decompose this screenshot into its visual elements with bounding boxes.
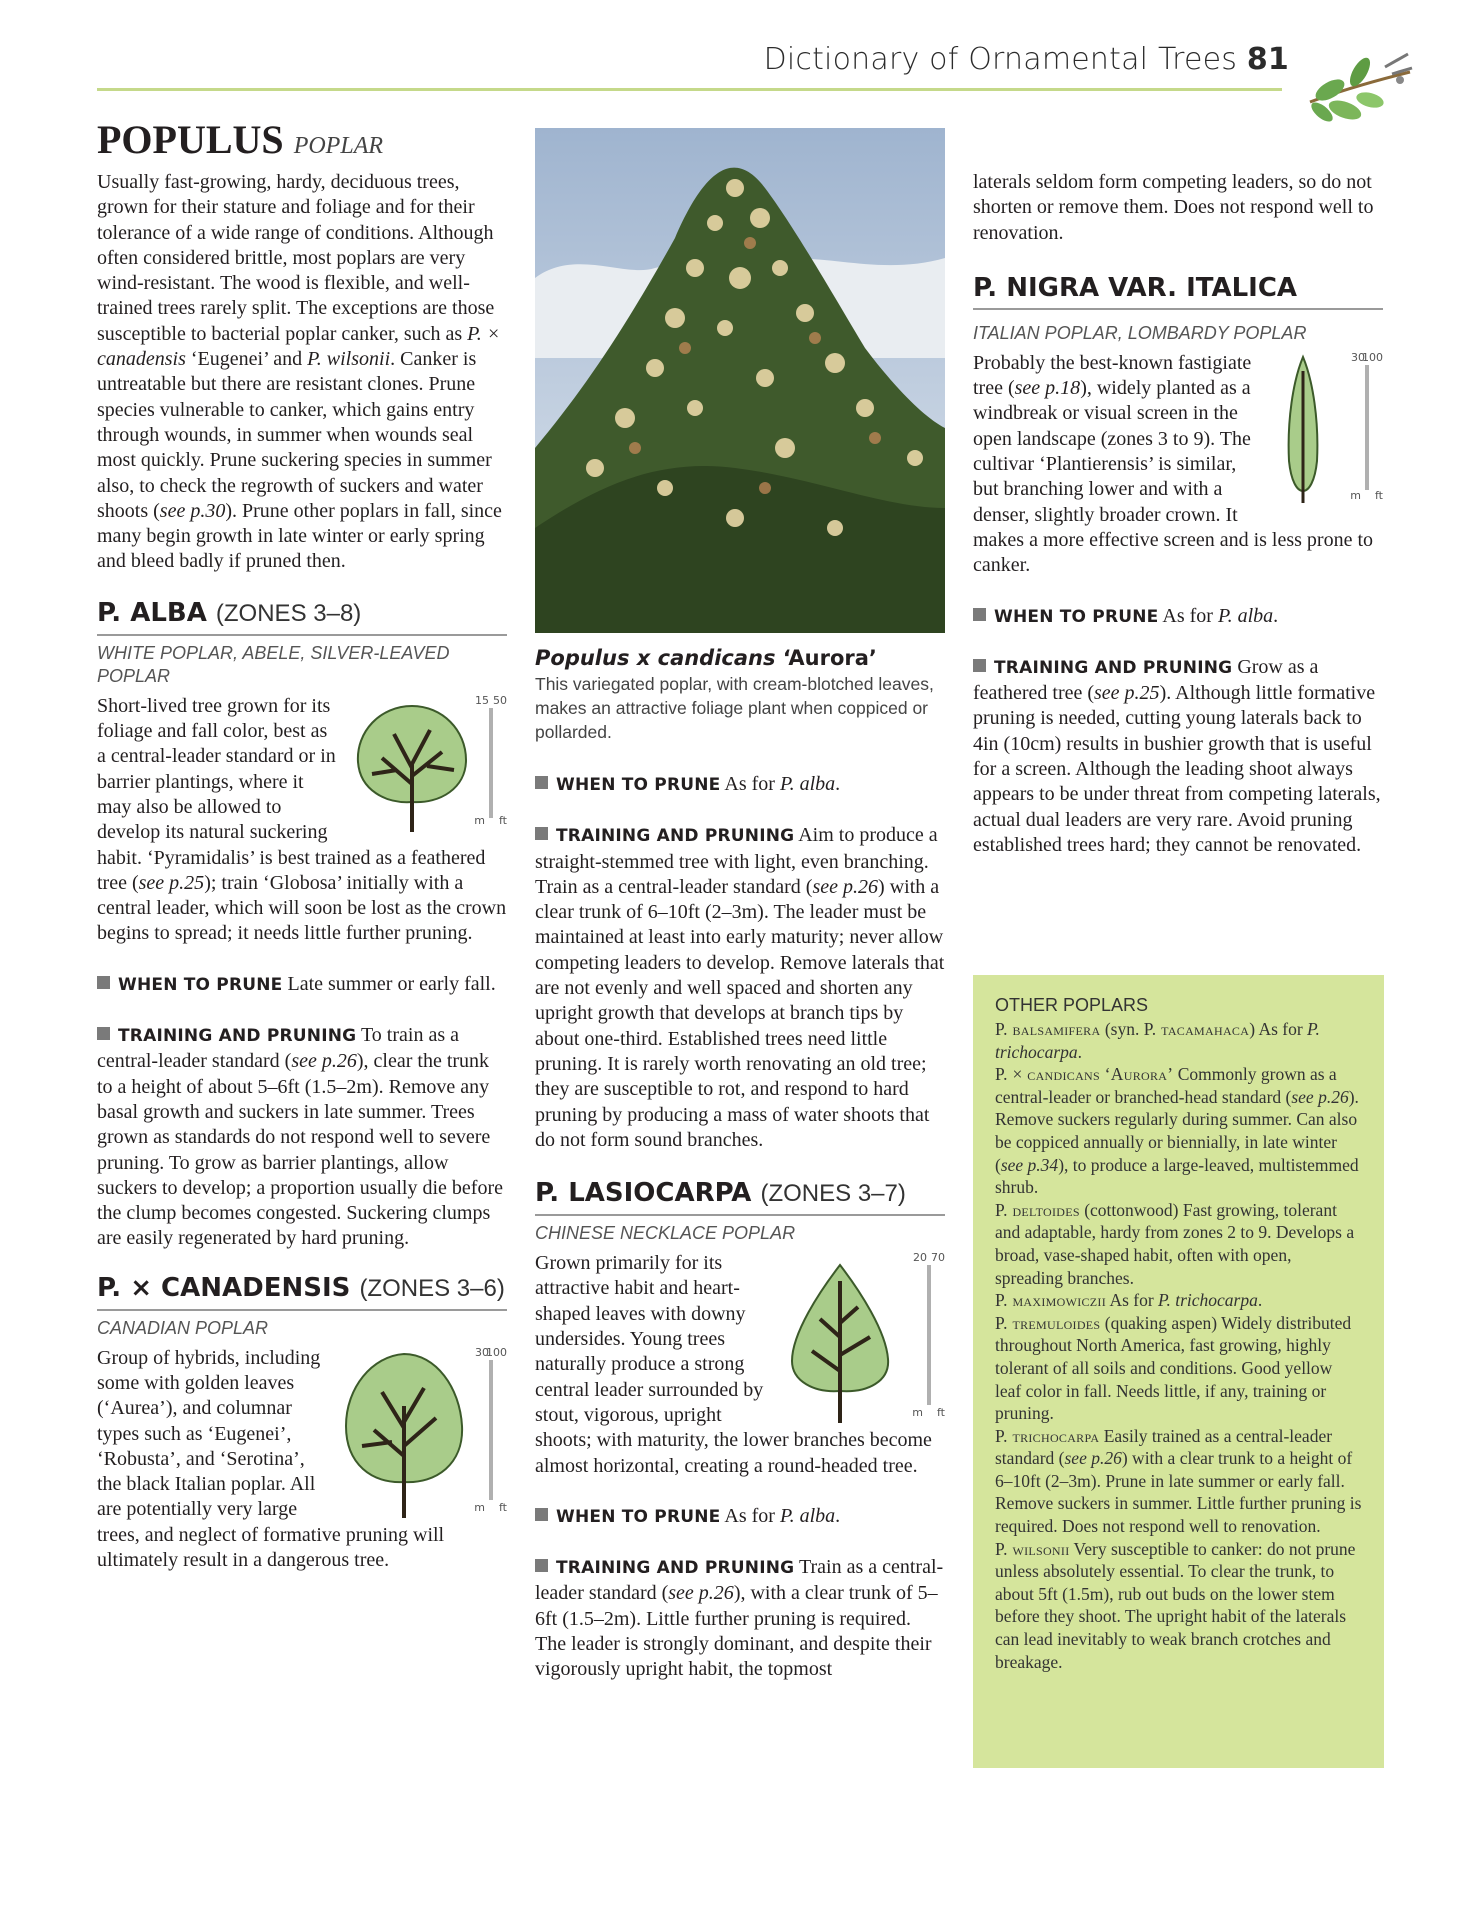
- columnar-tree-icon: [1263, 351, 1343, 506]
- lasiocarpa-name: P. LASIOCARPA: [535, 1178, 752, 1209]
- bullet-square-icon: [97, 1027, 110, 1040]
- canadensis-heading: [97, 1272, 507, 1311]
- other-poplars-title: OTHER POPLARS: [995, 995, 1149, 1015]
- lasiocarpa-scale-ft-value: 70: [931, 1251, 945, 1265]
- alba-common-names: WHITE POPLAR, ABELE, SILVER-LEAVED POPLAR: [97, 642, 450, 686]
- bullet-square-icon: [973, 608, 986, 621]
- bullet-square-icon: [535, 1508, 548, 1521]
- caption-cultivar: ‘Aurora’: [782, 646, 877, 670]
- lasiocarpa-training-text: Train as a central-leader standard (see p.26), with a clear trunk of 5–6ft (1.5–2m). Little further pruning is required. The leader is strongly dominant, and despite their vigorously upright habit, the topmost: [535, 1556, 944, 1681]
- alba-description-block: [97, 694, 507, 947]
- lasiocarpa-scale-m-unit: m: [912, 1406, 923, 1420]
- when-to-prune-label: WHEN TO PRUNE: [556, 1506, 721, 1527]
- column-1: [97, 118, 507, 1573]
- nigra-scale-ft-value: 100: [1362, 350, 1383, 364]
- training-label: TRAINING AND PRUNING: [556, 826, 795, 847]
- canadensis-zones: (ZONES 3–6): [359, 1274, 505, 1302]
- other-poplar-item: P. tremuloides (quaking aspen) Widely distributed throughout North America, fast growing, highly tolerant of all soils and conditions. Good yellow leaf color in fall. Needs little, if any, training or pruning.: [995, 1312, 1352, 1424]
- lasiocarpa-continued: laterals seldom form competing leaders, so do not shorten or remove them. Does not respond well to renovation.: [973, 171, 1374, 244]
- nigra-scale-m-unit: m: [1350, 488, 1361, 502]
- candicans-when-to-prune: [535, 772, 945, 798]
- nigra-tree-illustration: [1263, 351, 1383, 506]
- candicans-when-text: As for P. alba.: [724, 773, 841, 795]
- photo-caption: This variegated poplar, with cream-blotched leaves, makes an attractive foliage plant when coppiced or pollarded.: [535, 674, 934, 742]
- canadensis-scale-m-value: 30: [475, 1345, 489, 1359]
- genus-common-name: POPLAR: [293, 133, 384, 159]
- lasiocarpa-when-to-prune: [535, 1504, 945, 1530]
- canadensis-scale-ft-value: 100: [486, 1345, 507, 1359]
- alba-scale-m-unit: m: [474, 813, 485, 827]
- column-3: [973, 170, 1383, 858]
- column-2: [535, 128, 945, 1683]
- genus-intro: Usually fast-growing, hardy, deciduous trees, grown for their stature and foliage and for their tolerance of a wide range of conditions. Although often considered brittle, most poplars are very wind-resistant. The wood is flexible, and well-trained trees rarely split. The exceptions are those susceptible to bacterial poplar canker, such as P. × canadensis ‘Eugenei’ and P. wilsonii. Canker is untreatable but there are resistant clones. Prune species vulnerable to canker, which gains entry through wounds, in summer when wounds seal most quickly. Prune suckering species in summer also, to check the regrowth of suckers and water shoots (see p.30). Prune other poplars in fall, since many begin growth in late winter or early spring and bleed badly if pruned then.: [97, 171, 502, 573]
- lasiocarpa-when-text: As for P. alba.: [724, 1504, 841, 1527]
- alba-zones: (ZONES 3–8): [215, 599, 362, 627]
- bullet-square-icon: [535, 776, 548, 789]
- nigra-scale-m-value: 30: [1351, 350, 1365, 364]
- candicans-training-text: Aim to produce a straight-stemmed tree with light, even branching. Train as a central-leader standard (see p.26) with a clear trunk of 6–10ft (2–3m). The leader must be maintained at least into early maturity; never allow competing leaders to develop. Remove laterals that are not evenly and well spaced and shorten any upright growth that develops at branch tips by about one-third. Established trees need little pruning. It is rarely worth renovating an old tree; they are susceptible to rot, and respond to hard pruning by producing a mass of water shoots that do not form sound branches.: [535, 824, 945, 1151]
- nigra-when-to-prune: [973, 604, 1383, 630]
- other-poplar-item: P. maximowiczii As for P. trichocarpa.: [995, 1290, 1263, 1311]
- canadensis-description-block: [97, 1346, 507, 1574]
- genus-name: POPULUS: [97, 117, 284, 162]
- other-poplar-item: P. × candicans ‘Aurora’ Commonly grown as a central-leader or branched-head standard (see p.26). Remove suckers regularly during summer. Can also be coppiced annually or biennially, in late winter (see p.34), to produce a large-leaved, multistemmed shrub.: [995, 1064, 1359, 1198]
- training-label: TRAINING AND PRUNING: [118, 1026, 357, 1047]
- other-poplars-box: [973, 975, 1384, 1768]
- canadensis-tree-illustration: [332, 1346, 507, 1521]
- training-label: TRAINING AND PRUNING: [556, 1558, 795, 1579]
- when-to-prune-label: WHEN TO PRUNE: [556, 775, 721, 795]
- training-label: TRAINING AND PRUNING: [994, 657, 1233, 678]
- lasiocarpa-scale-ft-unit: ft: [937, 1406, 945, 1420]
- canadensis-scale-ft-unit: ft: [499, 1500, 507, 1514]
- canadensis-common-names: CANADIAN POPLAR: [97, 1317, 269, 1338]
- alba-when-to-prune: [97, 972, 507, 998]
- bullet-square-icon: [535, 827, 548, 840]
- broadleaf-tree-icon: [342, 694, 482, 834]
- lasiocarpa-description-block: [535, 1251, 945, 1479]
- leaf-sprig-icon: [1300, 32, 1418, 132]
- photo-caption-title: [535, 645, 945, 672]
- lasiocarpa-training: [535, 1555, 945, 1682]
- nigra-scale-bar: [1365, 365, 1369, 490]
- bullet-square-icon: [97, 976, 110, 989]
- nigra-name: P. NIGRA VAR. ITALICA: [973, 272, 1298, 303]
- lasiocarpa-heading: [535, 1177, 945, 1216]
- conical-tree-icon: [770, 1251, 910, 1426]
- nigra-description: Probably the best-known fastigiate tree (see p.18), widely planted as a windbreak or visual screen in the open landscape (zones 3 to 9). The cultivar ‘Plantierensis’ is similar, but branching lower and with a denser, slightly broader crown. It makes a more effective screen and is less prone to canker.: [973, 351, 1374, 577]
- canadensis-name: P. × CANADENSIS: [97, 1272, 351, 1303]
- nigra-description-block: [973, 351, 1383, 579]
- alba-scale-bar: [489, 708, 493, 818]
- lasiocarpa-tree-illustration: [770, 1251, 945, 1426]
- header-title: Dictionary of Ornamental Trees: [763, 42, 1238, 77]
- nigra-common-names: ITALIAN POPLAR, LOMBARDY POPLAR: [973, 322, 1307, 343]
- alba-tree-illustration: [342, 694, 507, 834]
- lasiocarpa-common-names: CHINESE NECKLACE POPLAR: [535, 1223, 796, 1244]
- lasiocarpa-description: Grown primarily for its attractive habit and heart-shaped leaves with downy undersides. Young trees naturally produce a strong central leader surrounded by stout, vigorous, upright shoots; with maturity, the lower branches become almost horizontal, creating a round-headed tree.: [535, 1252, 932, 1477]
- when-to-prune-label: WHEN TO PRUNE: [994, 606, 1159, 627]
- canadensis-description: Group of hybrids, including some with golden leaves (‘Aurea’), and columnar types such as ‘Eugenei’, ‘Robusta’, and ‘Serotina’, the black Italian poplar. All are potentially very large trees, and neglect of formative pruning will ultimately result in a dangerous tree.: [97, 1346, 445, 1572]
- nigra-training-text: Grow as a feathered tree (see p.25). Although little formative pruning is needed, cutting young laterals back to 4in (10cm) results in bushier growth that is useful for a screen. Although the leading shoot always appears to be under threat from competing laterals, actual dual leaders are very rare. Avoid pruning established trees hard; they cannot be renovated.: [973, 655, 1381, 856]
- other-poplar-item: P. balsamifera (syn. P. tacamahaca) As for P. trichocarpa.: [995, 1019, 1320, 1062]
- bullet-square-icon: [535, 1559, 548, 1572]
- alba-description: Short-lived tree grown for its foliage and fall color, best as a central-leader standard or in barrier plantings, where it may also be allowed to develop its natural suckering habit. ‘Pyramidalis’ is best trained as a feathered tree (see p.25); train ‘Globosa’ initially with a central leader, which will soon be lost as the crown begins to spread; it needs little further pruning.: [97, 694, 507, 945]
- poplar-photo: [535, 128, 945, 633]
- canadensis-scale-m-unit: m: [474, 1500, 485, 1514]
- broadleaf-tree-icon: [332, 1346, 477, 1521]
- running-header: [764, 42, 1289, 77]
- page-number: 81: [1246, 42, 1289, 77]
- alba-heading: [97, 597, 507, 636]
- other-poplar-item: P. trichocarpa Easily trained as a central-leader standard (see p.26) with a clear trunk to a height of 6–10ft (2–3m). Prune in late summer or early fall. Remove suckers in summer. Little further pruning is required. Does not respond well to renovation.: [995, 1425, 1362, 1537]
- bullet-square-icon: [973, 659, 986, 672]
- nigra-scale-ft-unit: ft: [1375, 488, 1383, 502]
- alba-when-text: Late summer or early fall.: [287, 972, 496, 995]
- other-poplar-item: P. deltoides (cottonwood) Fast growing, tolerant and adaptable, hardy from zones 2 to 9. Develops a broad, vase-shaped habit, often with open, spreading branches.: [995, 1199, 1355, 1288]
- alba-name: P. ALBA: [97, 597, 207, 628]
- when-to-prune-label: WHEN TO PRUNE: [118, 974, 283, 995]
- lasiocarpa-zones: (ZONES 3–7): [760, 1180, 906, 1208]
- alba-scale-ft-unit: ft: [499, 813, 507, 827]
- alba-scale-m-value: 15: [475, 693, 489, 707]
- lasiocarpa-scale-bar: [927, 1265, 931, 1405]
- alba-training-text: To train as a central-leader standard (see p.26), clear the trunk to a height of about 5–6ft (1.5–2m). Remove any basal growth and suckers in late summer. Trees grown as standards do not respond well to severe pruning. To grow as barrier plantings, allow suckers to develop; a proportion usually die before the clump becomes congested. Suckering clumps are easily regenerated by hard pruning.: [97, 1024, 503, 1250]
- nigra-training: [973, 655, 1383, 858]
- nigra-when-text: As for P. alba.: [1162, 604, 1279, 627]
- other-poplar-item: P. wilsonii Very susceptible to canker: do not prune unless absolutely essential. To clear the trunk, to about 5ft (1.5m), rub out buds on the lower stem before they shoot. The upright habit of the laterals can lead inevitably to weak branch crotches and breakage.: [995, 1538, 1356, 1672]
- header-rule: [97, 88, 1282, 91]
- candicans-training: [535, 823, 945, 1153]
- caption-species: Populus x candicans: [535, 646, 776, 670]
- genus-heading: [97, 118, 507, 168]
- canadensis-scale-bar: [489, 1360, 493, 1500]
- nigra-heading: [973, 272, 1383, 310]
- lasiocarpa-scale-m-value: 20: [913, 1251, 927, 1265]
- alba-scale-ft-value: 50: [493, 693, 507, 707]
- alba-training: [97, 1023, 507, 1252]
